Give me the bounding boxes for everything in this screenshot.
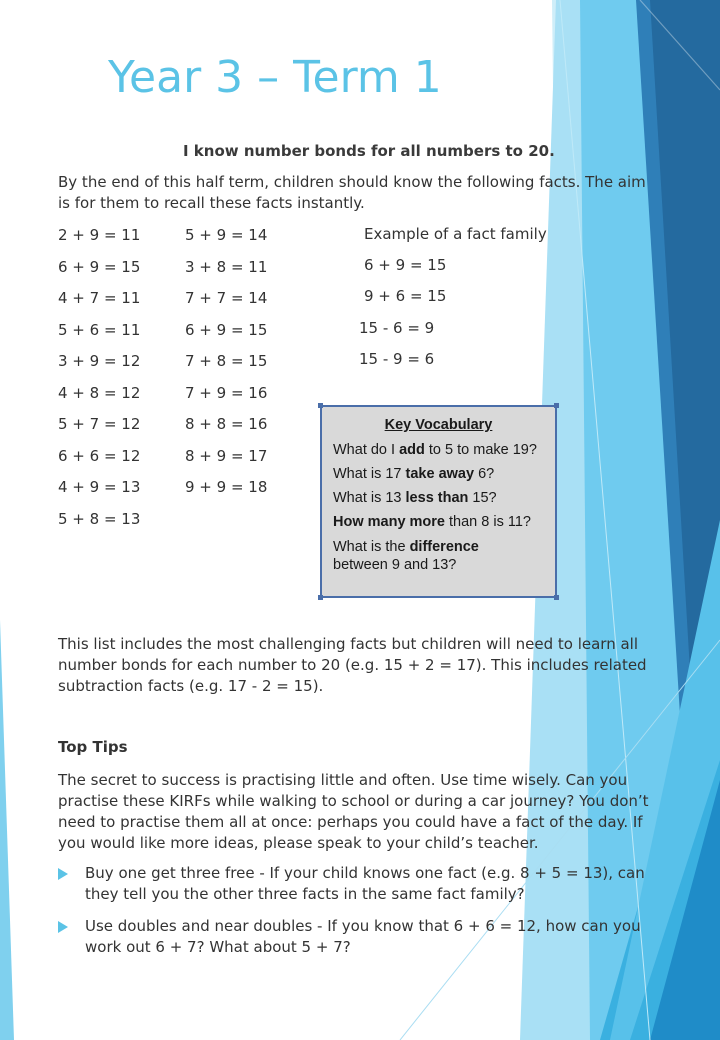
vocab-question: How many more than 8 is 11? xyxy=(333,514,531,530)
vocab-question-continued: between 9 and 13? xyxy=(333,557,457,573)
fact-item: 9 + 9 = 18 xyxy=(185,478,268,496)
tip-text: Buy one get three free - If your child knows one fact (e.g. 8 + 5 = 13), can they tell you the other three facts in the same fact family? xyxy=(85,864,645,903)
fact-item: 5 + 6 = 11 xyxy=(58,320,141,339)
fact-family-item: 15 - 9 = 6 xyxy=(359,350,435,368)
triangle-bullet-icon xyxy=(58,868,68,880)
fact-family-item: 9 + 6 = 15 xyxy=(364,287,447,305)
box-handle xyxy=(554,403,559,408)
fact-item: 5 + 9 = 14 xyxy=(185,226,268,244)
fact-item: 8 + 9 = 17 xyxy=(185,446,268,465)
box-handle xyxy=(554,595,559,600)
fact-family-heading: Example of a fact family xyxy=(364,225,547,243)
fact-item: 4 + 8 = 12 xyxy=(58,383,141,402)
fact-item: 5 + 8 = 13 xyxy=(58,509,141,528)
fact-item: 2 + 9 = 11 xyxy=(58,226,141,244)
fact-item: 8 + 8 = 16 xyxy=(185,415,268,433)
fact-item: 6 + 6 = 12 xyxy=(58,446,141,465)
fact-item: 3 + 8 = 11 xyxy=(185,257,268,276)
top-tips-heading: Top Tips xyxy=(58,738,128,756)
list-note: This list includes the most challenging facts but children will need to learn all number bonds for each number to 20 (e.g. 15 + 2 = 17). This includes related subtraction facts (e.g. 17 - 2 = 15). xyxy=(58,635,647,695)
fact-family-item: 15 - 6 = 9 xyxy=(359,319,435,337)
fact-item: 4 + 9 = 13 xyxy=(58,478,141,496)
fact-item: 4 + 7 = 11 xyxy=(58,289,141,307)
tip-text: Use doubles and near doubles - If you know that 6 + 6 = 12, how can you work out 6 + 7? What about 5 + 7? xyxy=(85,917,641,956)
fact-item: 5 + 7 = 12 xyxy=(58,415,141,433)
vocab-heading: Key Vocabulary xyxy=(384,417,493,433)
vocab-question: What is 17 take away 6? xyxy=(333,466,495,482)
fact-item: 7 + 8 = 15 xyxy=(185,352,268,370)
fact-item: 3 + 9 = 12 xyxy=(58,352,141,370)
intro-text: By the end of this half term, children should know the following facts. The aim is for them to recall these facts instantly. xyxy=(58,173,646,212)
fact-item: 6 + 9 = 15 xyxy=(185,320,268,339)
key-vocabulary-box xyxy=(320,405,557,598)
vocab-question: What is 13 less than 15? xyxy=(333,490,497,506)
vocab-question: What do I add to 5 to make 19? xyxy=(333,442,537,458)
facts-column-1 xyxy=(58,225,140,540)
facts-column-2 xyxy=(185,225,267,509)
triangle-bullet-icon xyxy=(58,921,68,933)
fact-item: 7 + 7 = 14 xyxy=(185,289,268,307)
box-handle xyxy=(318,403,323,408)
fact-item: 7 + 9 = 16 xyxy=(185,383,268,402)
box-handle xyxy=(318,595,323,600)
top-tips-paragraph: The secret to success is practising little and often. Use time wisely. Can you practise these KIRFs while walking to school or during a car journey? You don’t need to practise them all at once: perhaps you could have a fact of the day. If you would like more ideas, please speak to your child’s teacher. xyxy=(58,771,649,852)
fact-item: 6 + 9 = 15 xyxy=(58,257,141,276)
page-title: Year 3 – Term 1 xyxy=(108,52,442,103)
vocab-question: What is the difference xyxy=(333,539,479,555)
fact-family-item: 6 + 9 = 15 xyxy=(364,256,447,274)
learning-objective: I know number bonds for all numbers to 20. xyxy=(183,142,555,160)
